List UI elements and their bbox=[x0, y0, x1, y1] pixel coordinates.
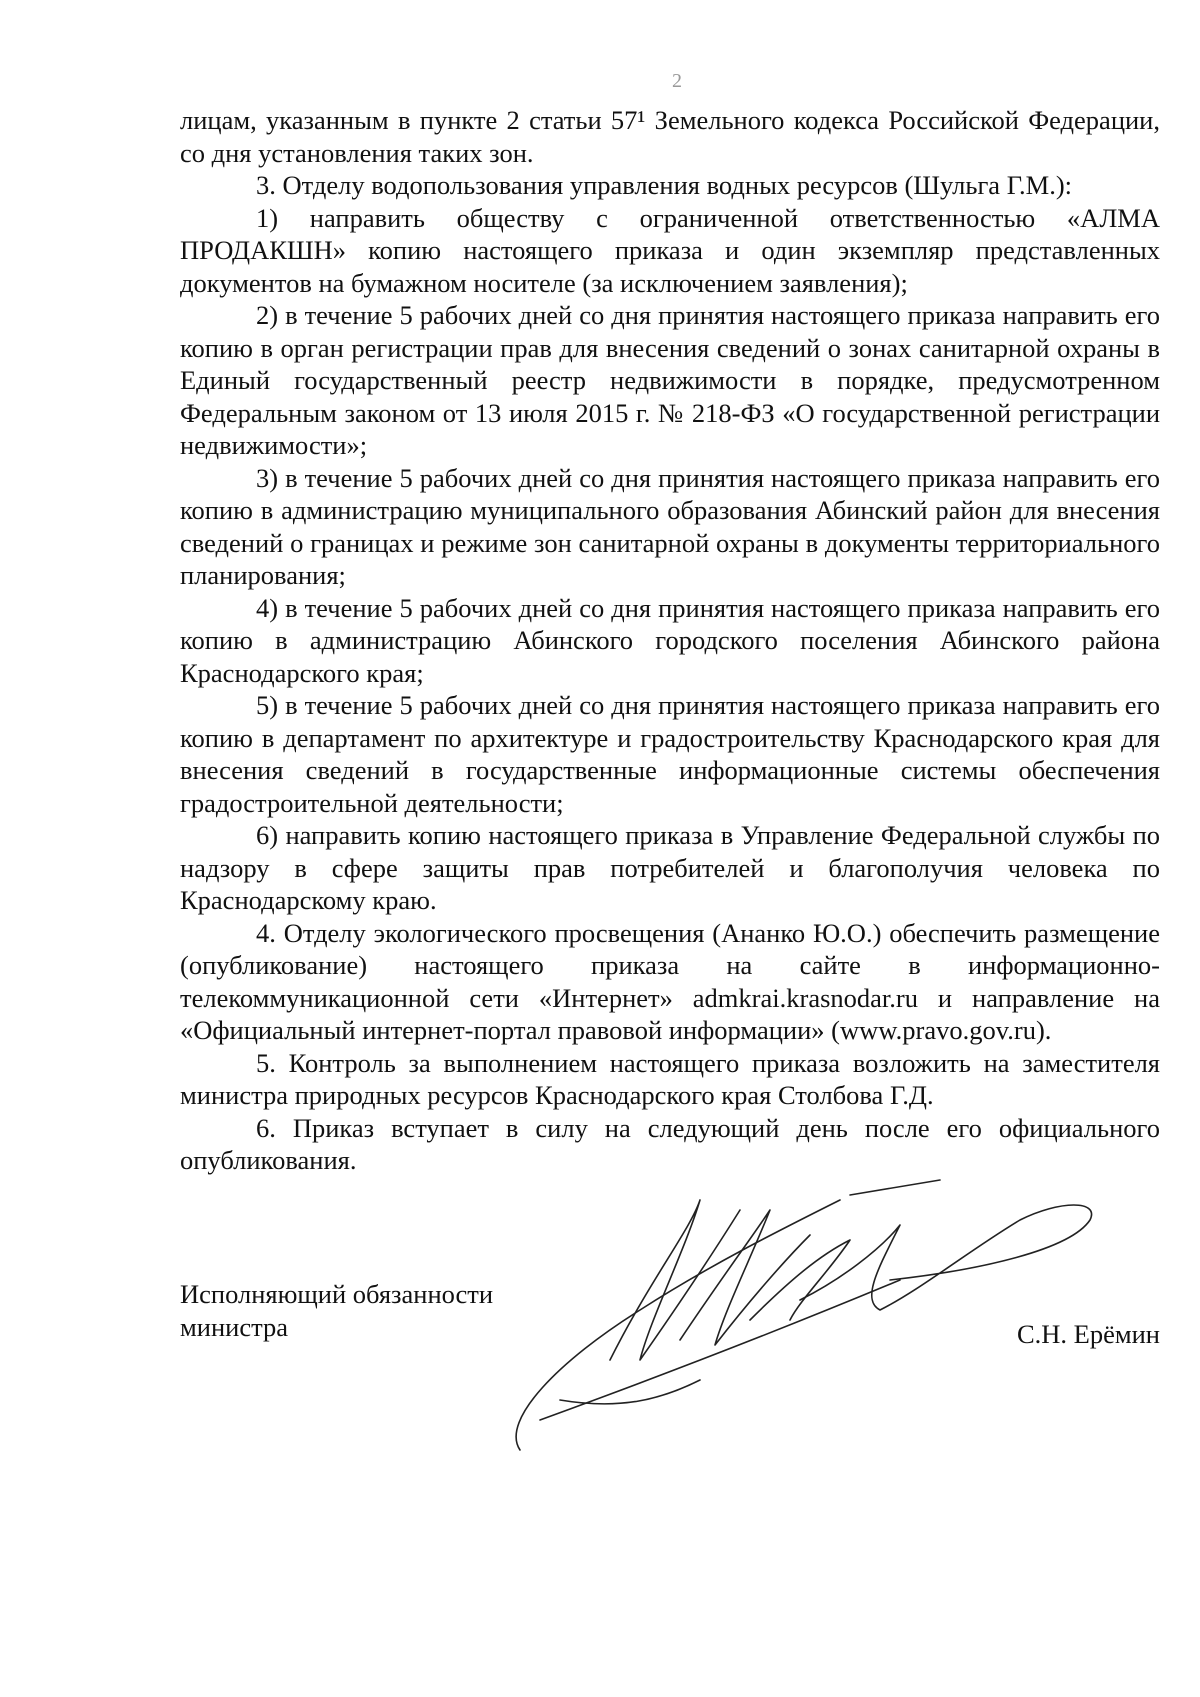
paragraph: 3) в течение 5 рабочих дней со дня принятия настоящего приказа направить его копию в администрацию муниципального образования Абинский район для внесения сведений о границах и режиме зон санитарной охраны в документы территориального планирования; bbox=[180, 462, 1160, 590]
signatory-title-line: Исполняющий обязанности bbox=[180, 1279, 494, 1309]
signatory-title-line: министра bbox=[180, 1311, 288, 1342]
paragraph: 6. Приказ вступает в силу на следующий день после его официального опубликования. bbox=[180, 1112, 1160, 1175]
paragraph: 2) в течение 5 рабочих дней со дня принятия настоящего приказа направить его копию в орган регистрации прав для внесения сведений о зонах санитарной охраны в Единый государственный реестр недвижимости в порядке, предусмотренном Федеральным законом от 13 июля 2015 г. № 218-ФЗ «О государственной регистрации недвижимости»; bbox=[180, 300, 1160, 460]
paragraph: 4) в течение 5 рабочих дней со дня принятия настоящего приказа направить его копию в администрацию Абинского городского поселения Абинского района Краснодарского края; bbox=[180, 592, 1160, 688]
paragraph: 4. Отделу экологического просвещения (Ананко Ю.О.) обеспечить размещение (опубликование) настоящего приказа на сайте в информационно-телекоммуникационной сети «Интернет» admkrai.krasnodar.ru и направление на «Официальный интернет-портал правовой информации» (www.pravo.gov.ru). bbox=[180, 917, 1160, 1045]
paragraph: 5. Контроль за выполнением настоящего приказа возложить на заместителя министра природных ресурсов Краснодарского края Столбова Г.Д. bbox=[180, 1047, 1160, 1110]
page-number: 2 bbox=[672, 70, 682, 92]
paragraph: лицам, указанным в пункте 2 статьи 57¹ Земельного кодекса Российской Федерации, со дня установления таких зон. bbox=[180, 105, 1160, 168]
paragraph: 6) направить копию настоящего приказа в Управление Федеральной службы по надзору в сфере защиты прав потребителей и благополучия человека по Краснодарскому краю. bbox=[180, 820, 1160, 915]
handwritten-signature bbox=[500, 1160, 1140, 1460]
document-body bbox=[180, 104, 1160, 1177]
signatory-name: С.Н. Ерёмин bbox=[1016, 1319, 1160, 1349]
paragraph: 1) направить обществу с ограниченной ответственностью «АЛМА ПРОДАКШН» копию настоящего приказа и один экземпляр представленных документов на бумажном носителе (за исключением заявления); bbox=[180, 202, 1160, 298]
signatory-title bbox=[180, 1278, 493, 1343]
paragraph: 5) в течение 5 рабочих дней со дня принятия настоящего приказа направить его копию в департамент по архитектуре и градостроительству Краснодарского края для внесения сведений в государственные информационные системы обеспечения градостроительной деятельности; bbox=[180, 690, 1160, 818]
paragraph: 3. Отделу водопользования управления водных ресурсов (Шульга Г.М.): bbox=[256, 170, 1073, 200]
